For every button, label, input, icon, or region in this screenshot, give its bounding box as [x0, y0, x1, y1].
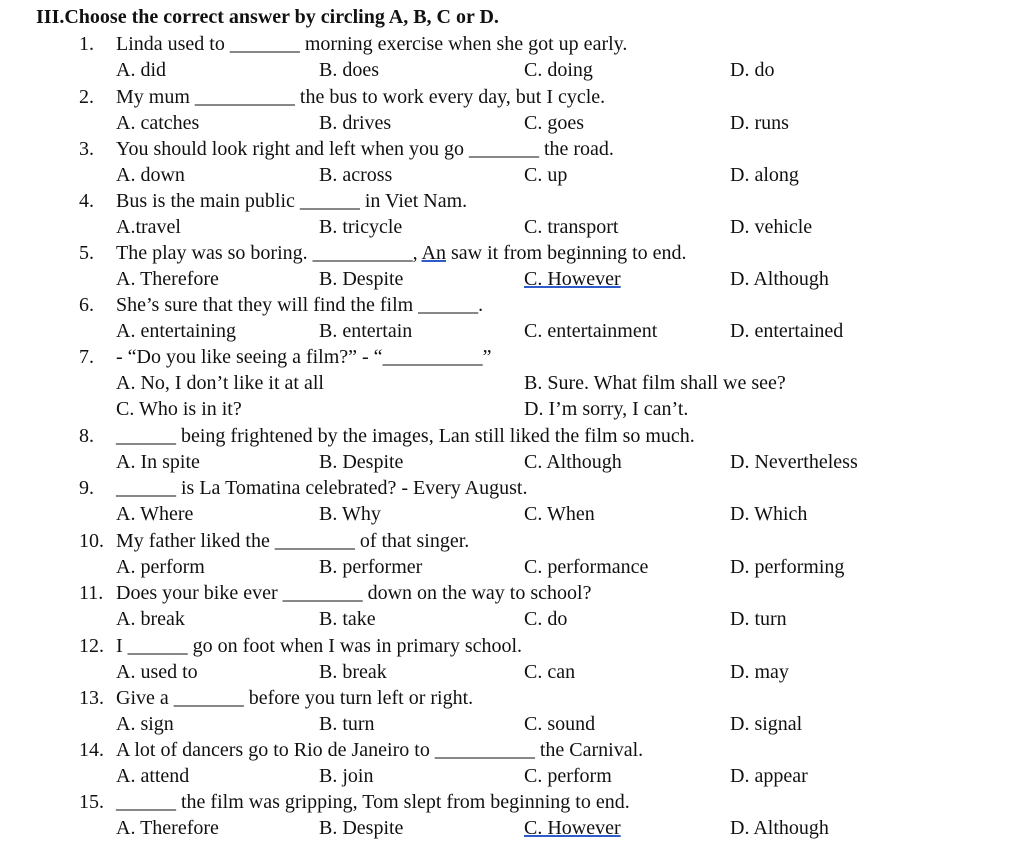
option-b[interactable]: B. turn	[319, 713, 375, 735]
question-text: Give a _______ before you turn left or right.	[116, 687, 474, 709]
option-c[interactable]: C. perform	[524, 765, 612, 787]
option-c[interactable]: C. transport	[524, 216, 619, 238]
option-c[interactable]: C. sound	[524, 713, 596, 735]
option-b[interactable]: B. performer	[319, 556, 423, 578]
option-d[interactable]: D. appear	[730, 765, 808, 787]
question-text	[116, 240, 687, 266]
option-b[interactable]: B. Sure. What film shall we see?	[524, 372, 786, 394]
option-d[interactable]: D. Nevertheless	[730, 451, 858, 473]
option-b[interactable]: B. join	[319, 765, 374, 787]
option-b[interactable]: B. Despite	[319, 817, 404, 839]
option-b[interactable]: B. Despite	[319, 268, 404, 290]
option-d[interactable]: D. Although	[730, 268, 829, 290]
option-a[interactable]: A. did	[116, 59, 166, 81]
option-c[interactable]: C. can	[524, 661, 576, 683]
option-b[interactable]: B. take	[319, 608, 376, 630]
option-c[interactable]: C. performance	[524, 556, 649, 578]
option-c[interactable]: C. When	[524, 503, 595, 525]
option-d[interactable]: D. vehicle	[730, 216, 813, 238]
option-d[interactable]: D. entertained	[730, 320, 844, 342]
question-number: 8.	[79, 425, 94, 447]
option-d[interactable]: D. turn	[730, 608, 787, 630]
question-text: You should look right and left when you go _______ the road.	[116, 138, 614, 160]
question-number: 5.	[79, 242, 94, 264]
question-text: I ______ go on foot when I was in primary school.	[116, 635, 523, 657]
option-b[interactable]: B. break	[319, 661, 387, 683]
question-number: 1.	[79, 33, 94, 55]
question-number: 9.	[79, 477, 94, 499]
question-number: 3.	[79, 138, 94, 160]
option-a[interactable]: A. Therefore	[116, 817, 219, 839]
question-number: 2.	[79, 86, 94, 108]
question-text: - “Do you like seeing a film?” - “__________”	[116, 346, 492, 368]
option-a[interactable]: A. down	[116, 164, 185, 186]
question-text: Linda used to _______ morning exercise when she got up early.	[116, 33, 628, 55]
option-a[interactable]: A. sign	[116, 713, 174, 735]
question-text: A lot of dancers go to Rio de Janeiro to __________ the Carnival.	[116, 739, 644, 761]
question-number: 11.	[79, 582, 104, 604]
option-a[interactable]: A. entertaining	[116, 320, 236, 342]
section-heading: III.Choose the correct answer by circling A, B, C or D.	[36, 6, 499, 28]
question-number: 15.	[79, 791, 104, 813]
option-c[interactable]: C. do	[524, 608, 568, 630]
question-number: 14.	[79, 739, 104, 761]
option-a[interactable]: A. Where	[116, 503, 194, 525]
question-number: 10.	[79, 530, 104, 552]
question-text-underlined: An	[421, 242, 446, 264]
option-b[interactable]: B. entertain	[319, 320, 413, 342]
option-d[interactable]: D. do	[730, 59, 775, 81]
question-text: ______ is La Tomatina celebrated? - Every August.	[116, 477, 528, 499]
question-number: 12.	[79, 635, 104, 657]
question-number: 4.	[79, 190, 94, 212]
option-c[interactable]: C. goes	[524, 112, 584, 134]
option-b[interactable]: B. tricycle	[319, 216, 403, 238]
option-b[interactable]: B. drives	[319, 112, 392, 134]
option-d[interactable]: D. Which	[730, 503, 808, 525]
option-d[interactable]: D. performing	[730, 556, 845, 578]
option-a[interactable]: A. attend	[116, 765, 190, 787]
question-text: My mum __________ the bus to work every day, but I cycle.	[116, 86, 606, 108]
option-a[interactable]: A. Therefore	[116, 268, 219, 290]
option-d[interactable]: D. I’m sorry, I can’t.	[524, 398, 689, 420]
option-d[interactable]: D. signal	[730, 713, 803, 735]
option-b[interactable]: B. Why	[319, 503, 381, 525]
question-text: ______ being frightened by the images, Lan still liked the film so much.	[116, 425, 695, 447]
option-a[interactable]: A. No, I don’t like it at all	[116, 372, 324, 394]
option-a[interactable]: A. perform	[116, 556, 205, 578]
option-a[interactable]: A. In spite	[116, 451, 200, 473]
option-b[interactable]: B. Despite	[319, 451, 404, 473]
question-text: She’s sure that they will find the film ______.	[116, 294, 484, 316]
option-c[interactable]: C. entertainment	[524, 320, 658, 342]
question-number: 13.	[79, 687, 104, 709]
option-b[interactable]: B. across	[319, 164, 393, 186]
question-text-post: saw it from beginning to end.	[445, 242, 687, 264]
option-a[interactable]: A. used to	[116, 661, 198, 683]
question-text: ______ the film was gripping, Tom slept from beginning to end.	[116, 791, 630, 813]
option-c[interactable]: C. up	[524, 164, 568, 186]
option-b[interactable]: B. does	[319, 59, 379, 81]
option-c[interactable]: C. However	[524, 817, 621, 839]
question-text-pre: The play was so boring. __________,	[116, 242, 422, 264]
option-c[interactable]: C. Who is in it?	[116, 398, 242, 420]
question-number: 6.	[79, 294, 94, 316]
option-c[interactable]: C. doing	[524, 59, 593, 81]
option-c[interactable]: C. However	[524, 268, 621, 290]
option-d[interactable]: D. Although	[730, 817, 829, 839]
question-text: Does your bike ever ________ down on the way to school?	[116, 582, 592, 604]
question-text: My father liked the ________ of that singer.	[116, 530, 470, 552]
option-c[interactable]: C. Although	[524, 451, 622, 473]
question-text: Bus is the main public ______ in Viet Nam.	[116, 190, 468, 212]
option-a[interactable]: A. break	[116, 608, 185, 630]
option-a[interactable]: A. catches	[116, 112, 200, 134]
option-d[interactable]: D. runs	[730, 112, 789, 134]
option-d[interactable]: D. may	[730, 661, 789, 683]
option-a[interactable]: A.travel	[116, 216, 181, 238]
question-number: 7.	[79, 346, 94, 368]
option-d[interactable]: D. along	[730, 164, 799, 186]
